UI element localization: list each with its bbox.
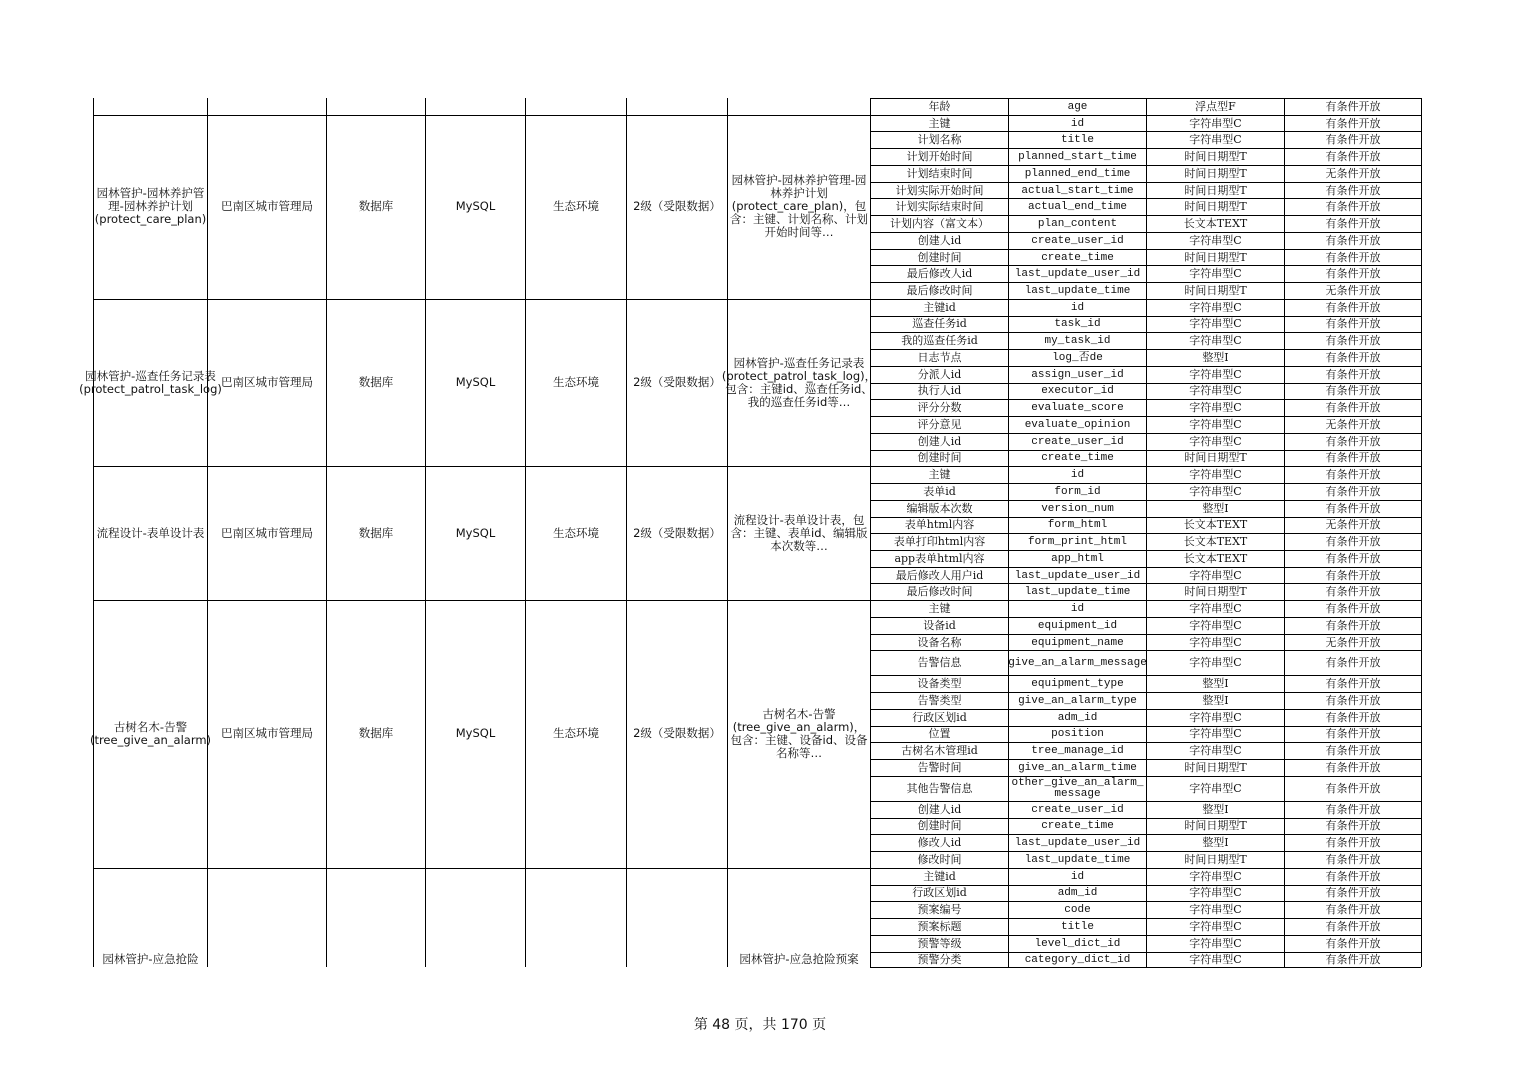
field-type-cell: 时间日期型T	[1184, 200, 1247, 214]
field-code-cell: last_update_time	[1024, 853, 1131, 866]
field-code-cell: form_print_html	[1027, 536, 1128, 549]
field-type-cell: 字符串型C	[1189, 116, 1242, 130]
domain-category-text: 生态环境	[553, 726, 599, 741]
field-type-cell: 字符串型C	[1189, 233, 1242, 247]
open-condition-cell: 有条件开放	[1325, 760, 1381, 774]
field-code-cell: id	[1070, 117, 1085, 130]
open-condition-cell: 无条件开放	[1325, 518, 1381, 532]
field-label-cell: 预案编号	[917, 903, 962, 917]
security-level-text: 2级（受限数据）	[633, 726, 721, 741]
field-type-cell: 整型I	[1202, 677, 1229, 691]
field-label-cell: 编辑版本次数	[906, 501, 973, 515]
source-type-cell	[327, 466, 425, 600]
open-condition-cell: 有条件开放	[1325, 656, 1381, 670]
field-code-cell: other_give_an_alarm_message	[1011, 776, 1144, 800]
field-type-cell: 字符串型C	[1189, 367, 1242, 381]
field-type-cell: 时间日期型T	[1184, 150, 1247, 164]
field-code-cell: last_update_user_id	[1014, 837, 1141, 850]
field-type-cell: 字符串型C	[1189, 952, 1242, 966]
source-type-cell	[327, 98, 425, 115]
open-condition-cell: 有条件开放	[1325, 535, 1381, 549]
field-type-cell: 字符串型C	[1189, 334, 1242, 348]
security-level-cell	[627, 600, 727, 868]
database-text: MySQL	[455, 199, 496, 214]
field-label-cell: 日志节点	[917, 350, 962, 364]
field-type-cell: 时间日期型T	[1184, 760, 1247, 774]
field-type-cell: 字符串型C	[1189, 401, 1242, 415]
field-type-cell: 整型I	[1202, 694, 1229, 708]
field-type-cell: 整型I	[1202, 350, 1229, 364]
field-label-cell: 评分分数	[917, 401, 962, 415]
open-condition-cell: 有条件开放	[1325, 694, 1381, 708]
field-code-cell: category_dict_id	[1024, 953, 1131, 966]
open-condition-cell: 有条件开放	[1325, 869, 1381, 883]
description-cell	[721, 299, 877, 466]
field-code-cell: assign_user_id	[1031, 368, 1124, 381]
field-label-cell: 创建时间	[917, 250, 962, 264]
field-label-cell: 预警等级	[917, 936, 962, 950]
field-code-cell: form_id	[1054, 485, 1101, 498]
database-cell	[426, 115, 525, 299]
field-label-cell: app表单html内容	[894, 551, 985, 565]
description-cell	[728, 600, 870, 868]
field-type-cell: 字符串型C	[1189, 267, 1242, 281]
domain-category-cell	[526, 600, 626, 868]
field-type-cell: 时间日期型T	[1184, 183, 1247, 197]
field-type-cell: 字符串型C	[1189, 656, 1242, 670]
field-type-cell: 整型I	[1202, 501, 1229, 515]
field-label-cell: 表单id	[923, 484, 956, 498]
source-type-cell	[327, 952, 425, 966]
field-type-cell: 字符串型C	[1189, 434, 1242, 448]
field-label-cell: 古树名木管理id	[901, 744, 978, 758]
field-code-cell: form_html	[1047, 519, 1108, 532]
field-label-cell: 创建时间	[917, 819, 962, 833]
field-code-cell: my_task_id	[1044, 335, 1111, 348]
open-condition-cell: 有条件开放	[1325, 150, 1381, 164]
field-code-cell: adm_id	[1057, 711, 1098, 724]
field-label-cell: 告警类型	[917, 694, 962, 708]
table-name-cell	[94, 115, 207, 299]
open-condition-cell: 有条件开放	[1325, 317, 1381, 331]
table-name-text: 古树名木-告警(tree_give_an_alarm)	[89, 719, 212, 747]
open-condition-cell: 有条件开放	[1325, 384, 1381, 398]
field-code-cell: equipment_type	[1031, 678, 1124, 691]
description-text: 园林管护-巡查任务记录表(protect_patrol_task_log)，包含：主键id、巡查任务id、我的巡查任务id等…	[721, 355, 877, 409]
field-label-cell: 年龄	[928, 99, 951, 113]
field-label-cell: 修改时间	[917, 852, 962, 866]
security-level-text: 2级（受限数据）	[633, 525, 721, 540]
field-type-cell: 长文本TEXT	[1183, 518, 1248, 532]
open-condition-cell: 有条件开放	[1325, 133, 1381, 147]
field-label-cell: 主键id	[923, 300, 956, 314]
field-type-cell: 字符串型C	[1189, 468, 1242, 482]
open-condition-cell: 有条件开放	[1325, 585, 1381, 599]
field-label-cell: 评分意见	[917, 417, 962, 431]
open-condition-cell: 有条件开放	[1325, 744, 1381, 758]
field-type-cell: 字符串型C	[1189, 710, 1242, 724]
description-text: 园林管护-园林养护管理-园林养护计划(protect_care_plan)，包含：主键、计划名称、计划开始时间等…	[730, 173, 868, 240]
field-code-cell: position	[1051, 728, 1104, 741]
table-name-cell	[94, 466, 207, 600]
field-label-cell: 创建时间	[917, 451, 962, 465]
field-code-cell: executor_id	[1041, 385, 1114, 398]
open-condition-cell: 无条件开放	[1325, 283, 1381, 297]
source-type-text: 数据库	[358, 726, 394, 741]
database-cell	[426, 98, 525, 115]
field-code-cell: adm_id	[1057, 887, 1098, 900]
source-type-text: 数据库	[358, 199, 394, 214]
database-cell	[426, 299, 525, 466]
description-text: 园林管护-应急抢险预案	[739, 952, 859, 966]
table-name-text: 流程设计-表单设计表	[96, 525, 205, 540]
field-code-cell: give_an_alarm_message	[1008, 657, 1147, 670]
department-cell	[208, 466, 326, 600]
field-code-cell: last_update_user_id	[1014, 569, 1141, 582]
field-label-cell: 巡查任务id	[912, 317, 967, 331]
security-level-cell	[627, 466, 727, 600]
field-label-cell: 预警分类	[917, 952, 962, 966]
security-level-text: 2级（受限数据）	[633, 375, 721, 390]
field-code-cell: id	[1070, 870, 1085, 883]
field-type-cell: 字符串型C	[1189, 602, 1242, 616]
domain-category-text: 生态环境	[553, 375, 599, 390]
field-type-cell: 长文本TEXT	[1183, 551, 1248, 565]
field-code-cell: actual_end_time	[1027, 201, 1128, 214]
department-text: 巴南区城市管理局	[221, 199, 313, 214]
table-name-text: 园林管护-应急抢险	[102, 952, 199, 966]
field-type-cell: 字符串型C	[1189, 919, 1242, 933]
domain-category-cell	[526, 299, 626, 466]
open-condition-cell: 有条件开放	[1325, 710, 1381, 724]
description-cell	[728, 115, 870, 299]
field-code-cell: give_an_alarm_time	[1018, 761, 1137, 774]
field-code-cell: id	[1070, 603, 1085, 616]
field-label-cell: 表单打印html内容	[893, 535, 986, 549]
open-condition-cell: 有条件开放	[1325, 886, 1381, 900]
domain-category-text: 生态环境	[553, 525, 599, 540]
field-code-cell: create_time	[1041, 452, 1114, 465]
field-code-cell: last_update_time	[1024, 586, 1131, 599]
open-condition-cell: 有条件开放	[1325, 401, 1381, 415]
field-label-cell: 计划名称	[917, 133, 962, 147]
table-name-cell	[89, 600, 212, 868]
domain-category-cell	[526, 952, 626, 966]
source-type-text: 数据库	[358, 375, 394, 390]
open-condition-cell: 有条件开放	[1325, 200, 1381, 214]
field-code-cell: planned_start_time	[1018, 151, 1137, 164]
source-type-cell	[327, 115, 425, 299]
field-label-cell: 设备名称	[917, 635, 962, 649]
open-condition-cell: 有条件开放	[1325, 300, 1381, 314]
description-text: 流程设计-表单设计表，包含：主键、表单id、编辑版本次数等…	[730, 512, 868, 553]
field-type-cell: 时间日期型T	[1184, 451, 1247, 465]
field-code-cell: create_time	[1041, 251, 1114, 264]
open-condition-cell: 无条件开放	[1325, 635, 1381, 649]
field-label-cell: 计划实际结束时间	[895, 200, 984, 214]
domain-category-cell	[526, 466, 626, 600]
field-type-cell: 字符串型C	[1189, 744, 1242, 758]
field-type-cell: 长文本TEXT	[1183, 217, 1248, 231]
table-bottom-border	[870, 967, 1421, 968]
field-code-cell: evaluate_opinion	[1024, 418, 1131, 431]
field-code-cell: age	[1067, 100, 1088, 113]
field-label-cell: 行政区划id	[912, 886, 967, 900]
open-condition-cell: 有条件开放	[1325, 936, 1381, 950]
field-code-cell: create_user_id	[1031, 234, 1124, 247]
source-type-cell	[327, 600, 425, 868]
field-code-cell: title	[1060, 134, 1094, 147]
open-condition-cell: 有条件开放	[1325, 802, 1381, 816]
open-condition-cell: 有条件开放	[1325, 367, 1381, 381]
field-label-cell: 计划实际开始时间	[895, 183, 984, 197]
open-condition-cell: 有条件开放	[1325, 781, 1381, 795]
open-condition-cell: 有条件开放	[1325, 217, 1381, 231]
field-type-cell: 字符串型C	[1189, 618, 1242, 632]
domain-category-cell	[526, 98, 626, 115]
field-type-cell: 字符串型C	[1189, 936, 1242, 950]
department-cell	[208, 299, 326, 466]
department-cell	[208, 98, 326, 115]
domain-category-cell	[526, 115, 626, 299]
field-code-cell: app_html	[1051, 552, 1104, 565]
security-level-text: 2级（受限数据）	[633, 199, 721, 214]
field-type-cell: 整型I	[1202, 836, 1229, 850]
field-code-cell: task_id	[1054, 318, 1101, 331]
field-label-cell: 告警时间	[917, 760, 962, 774]
field-type-cell: 浮点型F	[1195, 99, 1236, 113]
field-type-cell: 字符串型C	[1189, 133, 1242, 147]
open-condition-cell: 有条件开放	[1325, 602, 1381, 616]
field-type-cell: 长文本TEXT	[1183, 535, 1248, 549]
field-code-cell: evaluate_score	[1031, 402, 1124, 415]
database-cell	[426, 466, 525, 600]
field-type-cell: 整型I	[1202, 802, 1229, 816]
department-text: 巴南区城市管理局	[221, 525, 313, 540]
field-label-cell: 创建人id	[917, 802, 962, 816]
open-condition-cell: 有条件开放	[1325, 677, 1381, 691]
field-label-cell: 计划结束时间	[906, 166, 973, 180]
field-code-cell: id	[1070, 301, 1085, 314]
department-cell	[208, 952, 326, 966]
open-condition-cell: 有条件开放	[1325, 468, 1381, 482]
source-type-cell	[327, 299, 425, 466]
field-code-cell: planned_end_time	[1024, 167, 1131, 180]
field-label-cell: 位置	[928, 727, 951, 741]
database-text: MySQL	[455, 726, 496, 741]
field-type-cell: 时间日期型T	[1184, 585, 1247, 599]
database-cell	[426, 952, 525, 966]
security-level-cell	[627, 115, 727, 299]
open-condition-cell: 无条件开放	[1325, 166, 1381, 180]
field-type-cell: 时间日期型T	[1184, 283, 1247, 297]
open-condition-cell: 有条件开放	[1325, 183, 1381, 197]
field-code-cell: last_update_time	[1024, 284, 1131, 297]
field-label-cell: 行政区划id	[912, 710, 967, 724]
field-label-cell: 修改人id	[917, 836, 962, 850]
field-code-cell: code	[1064, 904, 1091, 917]
field-code-cell: create_user_id	[1031, 803, 1124, 816]
field-label-cell: 创建人id	[917, 233, 962, 247]
grid-vline	[1421, 98, 1422, 967]
security-level-cell	[627, 98, 727, 115]
description-text: 古树名木-告警(tree_give_an_alarm)，包含：主键、设备id、设备名称等…	[730, 706, 868, 760]
open-condition-cell: 无条件开放	[1325, 417, 1381, 431]
field-code-cell: actual_start_time	[1021, 184, 1134, 197]
domain-category-text: 生态环境	[553, 199, 599, 214]
table-name-text: 园林管护-巡查任务记录表(protect_patrol_task_log)	[79, 368, 222, 396]
field-type-cell: 时间日期型T	[1184, 166, 1247, 180]
field-type-cell: 字符串型C	[1189, 635, 1242, 649]
field-type-cell: 字符串型C	[1189, 384, 1242, 398]
department-text: 巴南区城市管理局	[221, 375, 313, 390]
open-condition-cell: 有条件开放	[1325, 451, 1381, 465]
open-condition-cell: 有条件开放	[1325, 836, 1381, 850]
field-label-cell: 表单html内容	[904, 518, 975, 532]
field-code-cell: equipment_id	[1037, 619, 1118, 632]
field-label-cell: 最后修改人用户id	[895, 568, 984, 582]
field-label-cell: 告警信息	[917, 656, 962, 670]
group-separator	[93, 868, 870, 869]
field-label-cell: 执行人id	[917, 384, 962, 398]
field-code-cell: equipment_name	[1031, 636, 1124, 649]
open-condition-cell: 有条件开放	[1325, 568, 1381, 582]
open-condition-cell: 有条件开放	[1325, 233, 1381, 247]
open-condition-cell: 有条件开放	[1325, 250, 1381, 264]
description-cell	[728, 98, 870, 115]
department-text: 巴南区城市管理局	[221, 726, 313, 741]
table-name-cell	[94, 98, 207, 115]
field-label-cell: 主键	[928, 602, 951, 616]
table-name-text: 园林管护-园林养护管理-园林养护计划(protect_care_plan)	[94, 186, 207, 227]
department-cell	[208, 600, 326, 868]
field-type-cell: 字符串型C	[1189, 886, 1242, 900]
security-level-cell	[627, 952, 727, 966]
open-condition-cell: 有条件开放	[1325, 952, 1381, 966]
field-code-cell: plan_content	[1037, 218, 1118, 231]
table-name-cell	[79, 299, 222, 466]
field-code-cell: tree_manage_id	[1031, 745, 1124, 758]
field-label-cell: 主键id	[923, 869, 956, 883]
field-code-cell: id	[1070, 469, 1085, 482]
field-type-cell: 字符串型C	[1189, 727, 1242, 741]
department-cell	[208, 115, 326, 299]
field-label-cell: 分派人id	[917, 367, 962, 381]
open-condition-cell: 有条件开放	[1325, 484, 1381, 498]
open-condition-cell: 有条件开放	[1325, 501, 1381, 515]
security-level-cell	[627, 299, 727, 466]
field-label-cell: 我的巡查任务id	[901, 334, 978, 348]
field-type-cell: 字符串型C	[1189, 869, 1242, 883]
field-code-cell: title	[1060, 920, 1094, 933]
field-code-cell: create_time	[1041, 820, 1114, 833]
open-condition-cell: 有条件开放	[1325, 334, 1381, 348]
open-condition-cell: 有条件开放	[1325, 819, 1381, 833]
table-name-cell	[94, 952, 207, 966]
field-type-cell: 字符串型C	[1189, 568, 1242, 582]
open-condition-cell: 有条件开放	[1325, 350, 1381, 364]
field-code-cell: give_an_alarm_type	[1018, 695, 1137, 708]
database-cell	[426, 600, 525, 868]
page-footer: 第 48 页，共 170 页	[693, 1017, 827, 1033]
field-code-cell: level_dict_id	[1034, 937, 1121, 950]
field-label-cell: 设备类型	[917, 677, 962, 691]
field-label-cell: 计划开始时间	[906, 150, 973, 164]
field-type-cell: 时间日期型T	[1184, 819, 1247, 833]
field-label-cell: 主键	[928, 116, 951, 130]
field-code-cell: create_user_id	[1031, 435, 1124, 448]
field-label-cell: 最后修改时间	[906, 283, 973, 297]
field-label-cell: 主键	[928, 468, 951, 482]
open-condition-cell: 有条件开放	[1325, 99, 1381, 113]
field-type-cell: 时间日期型T	[1184, 250, 1247, 264]
field-type-cell: 时间日期型T	[1184, 852, 1247, 866]
field-type-cell: 字符串型C	[1189, 417, 1242, 431]
field-label-cell: 最后修改时间	[906, 585, 973, 599]
field-code-cell: log_否de	[1052, 351, 1103, 364]
open-condition-cell: 有条件开放	[1325, 903, 1381, 917]
open-condition-cell: 有条件开放	[1325, 618, 1381, 632]
field-label-cell: 最后修改人id	[906, 267, 973, 281]
open-condition-cell: 有条件开放	[1325, 919, 1381, 933]
description-cell	[728, 952, 870, 966]
open-condition-cell: 有条件开放	[1325, 434, 1381, 448]
open-condition-cell: 有条件开放	[1325, 727, 1381, 741]
open-condition-cell: 有条件开放	[1325, 551, 1381, 565]
field-label-cell: 计划内容（富文本）	[890, 217, 989, 231]
field-type-cell: 字符串型C	[1189, 781, 1242, 795]
field-type-cell: 字符串型C	[1189, 903, 1242, 917]
field-label-cell: 其他告警信息	[906, 781, 973, 795]
description-cell	[728, 466, 870, 600]
field-type-cell: 字符串型C	[1189, 300, 1242, 314]
source-type-text: 数据库	[358, 525, 394, 540]
field-label-cell: 预案标题	[917, 919, 962, 933]
field-label-cell: 设备id	[923, 618, 956, 632]
field-code-cell: last_update_user_id	[1014, 268, 1141, 281]
open-condition-cell: 有条件开放	[1325, 116, 1381, 130]
field-type-cell: 字符串型C	[1189, 317, 1242, 331]
field-type-cell: 字符串型C	[1189, 484, 1242, 498]
field-label-cell: 创建人id	[917, 434, 962, 448]
open-condition-cell: 有条件开放	[1325, 852, 1381, 866]
database-text: MySQL	[455, 375, 496, 390]
open-condition-cell: 有条件开放	[1325, 267, 1381, 281]
field-code-cell: version_num	[1041, 502, 1114, 515]
database-text: MySQL	[455, 525, 496, 540]
